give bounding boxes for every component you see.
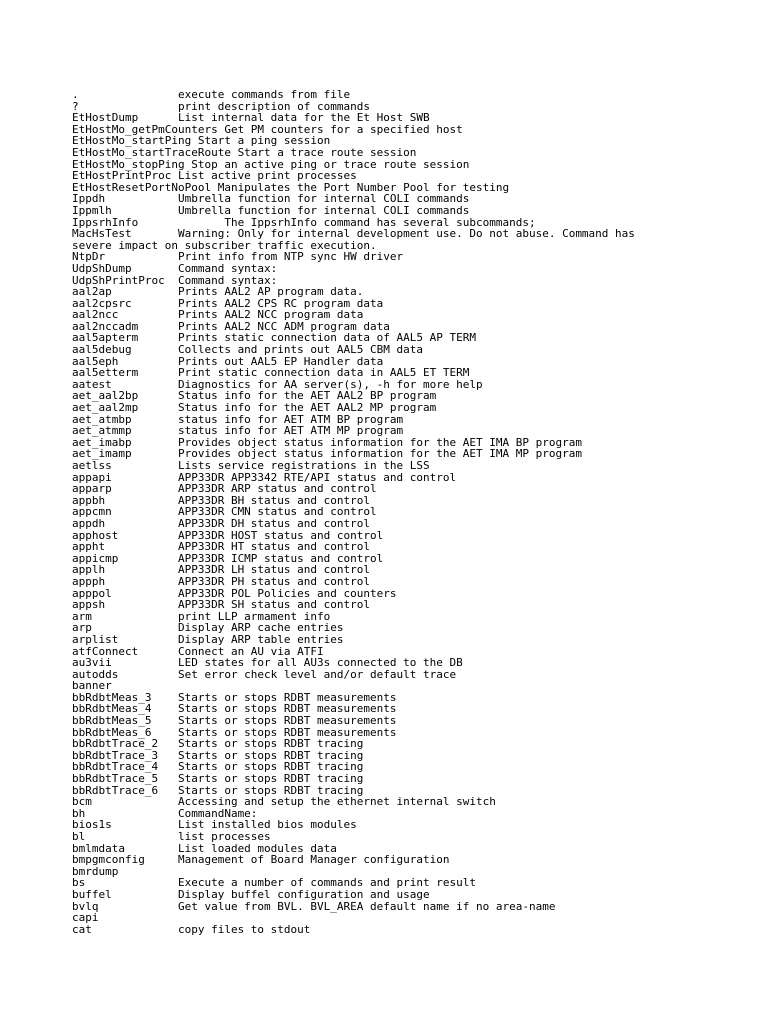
text-line: aal2nccadm Prints AAL2 NCC ADM program data (72, 319, 390, 333)
text-line: NtpDr Print info from NTP sync HW driver (72, 250, 404, 264)
text-line: appdh APP33DR DH status and control (72, 516, 371, 530)
text-line: capi (72, 911, 99, 925)
text-line: autodds Set error check level and/or default trace (72, 667, 457, 681)
text-line: bmpgmconfig Management of Board Manager configuration (72, 853, 450, 867)
text-line: aetlss Lists service registrations in the LSS (72, 459, 430, 472)
text-line: aet_atmmp status info for AET ATM MP program (72, 424, 404, 438)
text-line: aal2ncc Prints AAL2 NCC program data (72, 308, 364, 322)
text-line: appcmn APP33DR CMN status and control (72, 505, 377, 519)
text-line: aet_imamp Provides object status information for the AET IMA MP program (72, 447, 582, 461)
text-line: MacHsTest Warning: Only for internal development use. Do not abuse. Command has (72, 227, 635, 241)
text-line: au3vii LED states for all AU3s connected to the DB (72, 656, 463, 670)
text-line: EtHostMo_startPing Start a ping session (72, 134, 331, 148)
text-line: EtHostDump List internal data for the Et Host SWB (72, 111, 430, 125)
text-line: arp Display ARP cache entries (72, 621, 344, 635)
text-line: severe impact on subscriber traffic execution. (72, 238, 377, 252)
text-line: aal5debug Collects and prints out AAL5 CBM data (72, 343, 423, 357)
text-line: aet_aal2bp Status info for the AET AAL2 BP program (72, 389, 437, 403)
text-line: apppol APP33DR POL Policies and counters (72, 586, 397, 600)
text-line: bbRdbtMeas_5 Starts or stops RDBT measurements (72, 714, 397, 728)
text-line: bcm Accessing and setup the ethernet internal switch (72, 795, 496, 809)
text-line: bbRdbtTrace_5 Starts or stops RDBT tracing (72, 772, 364, 786)
text-line: bios1s List installed bios modules (72, 818, 357, 832)
text-line: aal5eph Prints out AAL5 EP Handler data (72, 354, 384, 368)
text-line: aatest Diagnostics for AA server(s), -h for more help (72, 377, 483, 391)
text-line: banner (72, 679, 112, 693)
text-line: bs Execute a number of commands and print result (72, 876, 476, 890)
text-line: bl list processes (72, 830, 271, 843)
text-line: arplist Display ARP table entries (72, 632, 344, 646)
text-line: bbRdbtTrace_2 Starts or stops RDBT tracing (72, 737, 364, 751)
text-line: appicmp APP33DR ICMP status and control (72, 551, 384, 565)
text-line: bbRdbtMeas_6 Starts or stops RDBT measurements (72, 725, 397, 739)
command-list-document (72, 89, 702, 935)
text-line: EtHostMo_startTraceRoute Start a trace route session (72, 145, 417, 159)
text-line: aet_aal2mp Status info for the AET AAL2 MP program (72, 401, 437, 415)
text-line: arm print LLP armament info (72, 609, 331, 623)
text-line: bvlq Get value from BVL. BVL_AREA default name if no area-name (72, 899, 556, 913)
text-line: appsh APP33DR SH status and control (72, 598, 371, 612)
text-line: aal5etterm Print static connection data in AAL5 ET TERM (72, 366, 470, 380)
text-line: ? print description of commands (72, 99, 371, 113)
text-line: Ippmlh Umbrella function for internal COLI commands (72, 203, 470, 217)
text-line: bbRdbtMeas_3 Starts or stops RDBT measurements (72, 690, 397, 704)
text-line: apparp APP33DR ARP status and control (72, 482, 377, 496)
text-line: bmlmdata List loaded modules data (72, 841, 337, 855)
text-line: apphost APP33DR HOST status and control (72, 528, 384, 542)
text-line: appapi APP33DR APP3342 RTE/API status and control (72, 470, 457, 484)
text-line: buffel Display buffel configuration and usage (72, 887, 430, 901)
text-line: EtHostResetPortNoPool Manipulates the Port Number Pool for testing (72, 180, 510, 194)
text-line: . execute commands from file (72, 88, 351, 101)
text-line: atfConnect Connect an AU via ATFI (72, 644, 324, 658)
text-line: appht APP33DR HT status and control (72, 540, 371, 554)
text-line: bmrdump (72, 864, 119, 878)
text-line: aet_atmbp status info for AET ATM BP program (72, 412, 404, 426)
text-line: UdpShPrintProc Command syntax: (72, 273, 278, 287)
text-line: Ippdh Umbrella function for internal COLI commands (72, 192, 470, 206)
text-line: appbh APP33DR BH status and control (72, 493, 371, 507)
text-line: bbRdbtTrace_6 Starts or stops RDBT tracing (72, 783, 364, 797)
text-line: applh APP33DR LH status and control (72, 563, 371, 577)
text-line: UdpShDump Command syntax: (72, 261, 278, 275)
text-line: aal2cpsrc Prints AAL2 CPS RC program data (72, 296, 384, 310)
text-line: aet_imabp Provides object status information for the AET IMA BP program (72, 435, 582, 449)
text-line: aal2ap Prints AAL2 AP program data. (72, 285, 364, 299)
text-line: EtHostPrintProc List active print processes (72, 169, 357, 183)
text-line: IppsrhInfo The IppsrhInfo command has several subcommands; (72, 215, 536, 229)
text-line: cat copy files to stdout (72, 922, 311, 936)
text-line: bh CommandName: (72, 806, 258, 820)
text-line: EtHostMo_stopPing Stop an active ping or trace route session (72, 157, 470, 171)
text-line: appph APP33DR PH status and control (72, 574, 371, 588)
text-line: bbRdbtTrace_3 Starts or stops RDBT tracing (72, 748, 364, 762)
text-line: EtHostMo_getPmCounters Get PM counters for a specified host (72, 122, 463, 136)
text-line: bbRdbtTrace_4 Starts or stops RDBT tracing (72, 760, 364, 774)
text-line: aal5apterm Prints static connection data of AAL5 AP TERM (72, 331, 476, 345)
text-line: bbRdbtMeas_4 Starts or stops RDBT measurements (72, 702, 397, 716)
